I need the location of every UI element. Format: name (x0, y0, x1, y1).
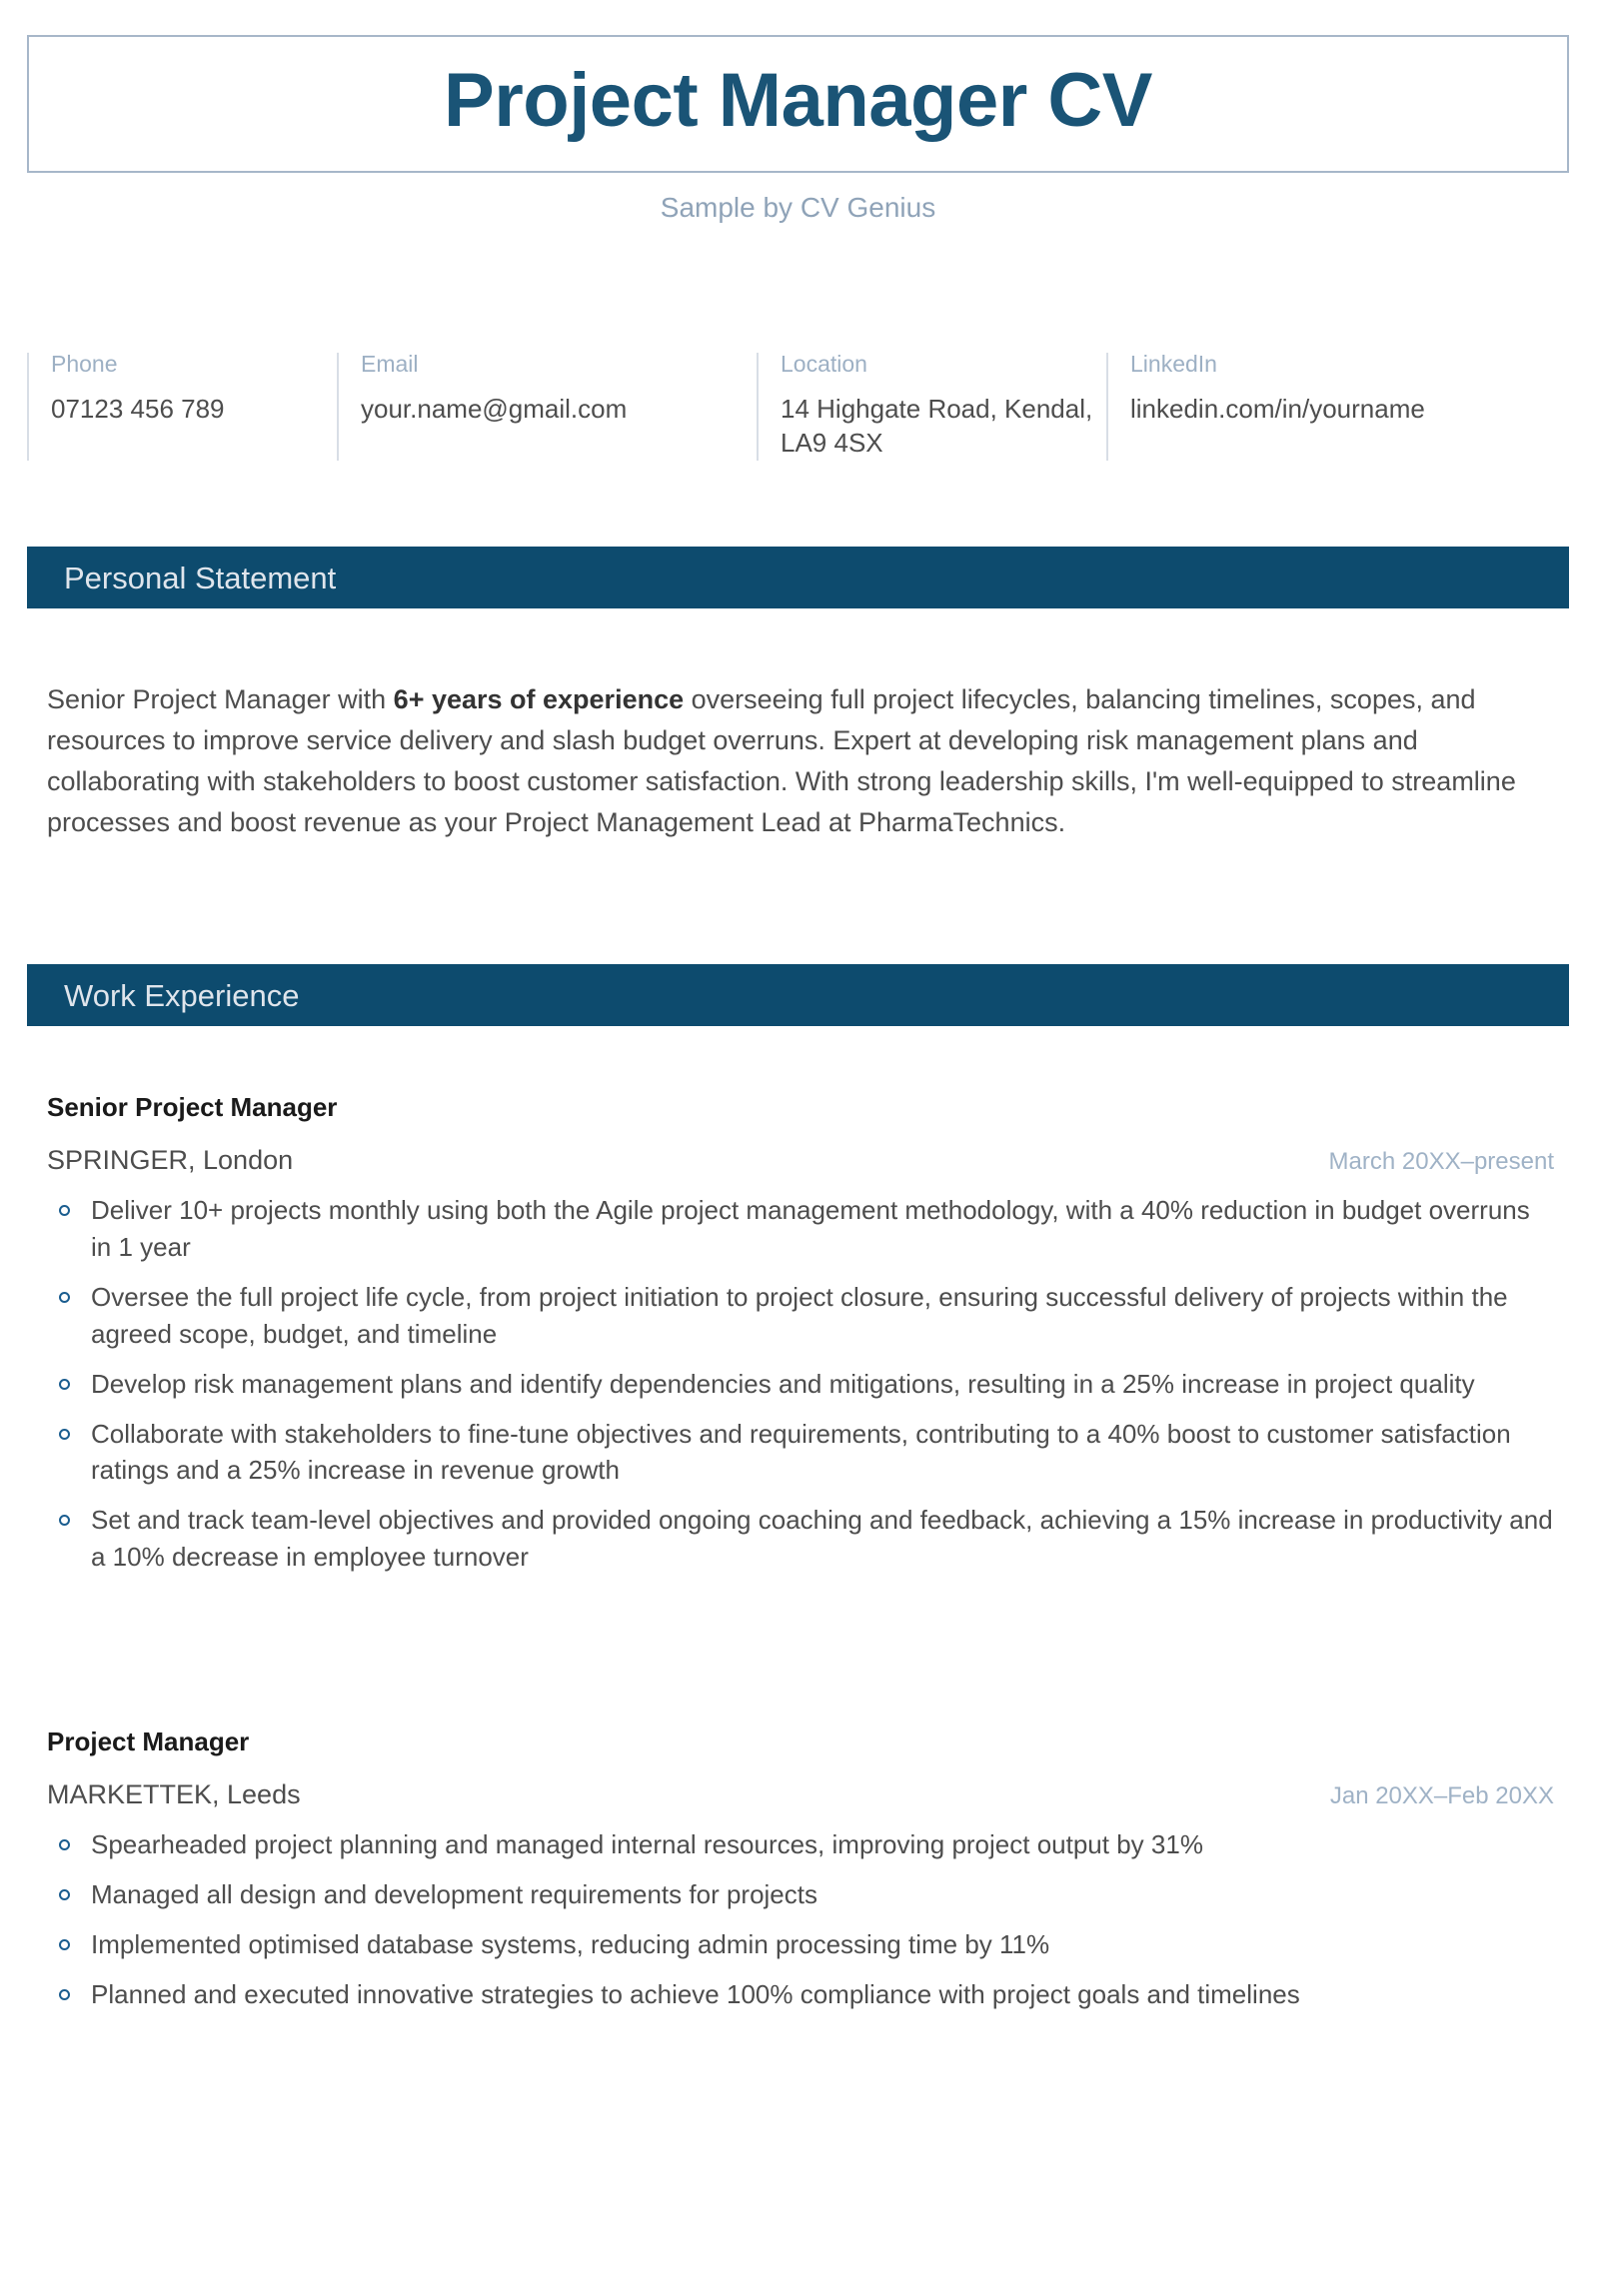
header-subtitle: Sample by CV Genius (639, 188, 957, 228)
bullet-text: Spearheaded project planning and managed internal resources, improving project output by 31% (91, 1829, 1203, 1859)
hollow-circle-bullet-icon (59, 1515, 70, 1526)
job-title: Project Manager (47, 1726, 250, 1756)
contact-strip (27, 353, 1569, 461)
job-bullet-list (47, 1192, 1554, 1576)
hollow-circle-bullet-icon (59, 1205, 70, 1216)
job-company: MARKETTEK, Leeds (47, 1779, 301, 1809)
statement-part-1: Senior Project Manager with (47, 684, 394, 714)
list-item (47, 1976, 1554, 2013)
cv-header (27, 35, 1569, 173)
page-title: Project Manager CV (444, 58, 1152, 143)
contact-value-linkedin[interactable]: linkedin.com/in/yourname (1130, 394, 1425, 424)
list-item (47, 1826, 1554, 1863)
bullet-text: Collaborate with stakeholders to fine-tune objectives and requirements, contributing to a 40% boost to customer satisfaction ratings and a 25% increase in revenue growth (91, 1418, 1511, 1486)
section-banner-work-experience (27, 964, 1569, 1026)
cv-document (0, 35, 1599, 2296)
contact-item-email (337, 353, 757, 461)
hollow-circle-bullet-icon (59, 1989, 70, 2000)
list-item (47, 1926, 1554, 1963)
contact-value-email[interactable]: your.name@gmail.com (361, 394, 628, 424)
list-item (47, 1366, 1554, 1403)
hollow-circle-bullet-icon (59, 1889, 70, 1900)
hollow-circle-bullet-icon (59, 1839, 70, 1850)
contact-label-linkedin: LinkedIn (1130, 351, 1217, 377)
job-bullet-list (47, 1826, 1554, 2013)
contact-item-location (757, 353, 1106, 461)
bullet-text: Deliver 10+ projects monthly using both the Agile project management methodology, with a 40% reduction in budget overruns in 1 year (91, 1195, 1530, 1262)
section-banner-personal-statement (27, 547, 1569, 608)
bullet-text: Set and track team-level objectives and provided ongoing coaching and feedback, achieving a 15% increase in productivity and a 10% decrease in employee turnover (91, 1505, 1553, 1573)
job-title: Senior Project Manager (47, 1092, 338, 1122)
hollow-circle-bullet-icon (59, 1292, 70, 1303)
header-subtitle-row (27, 188, 1569, 228)
bullet-text: Managed all design and development requirements for projects (91, 1878, 817, 1909)
job-dates: Jan 20XX–Feb 20XX (1329, 1782, 1554, 1809)
hollow-circle-bullet-icon (59, 1379, 70, 1390)
hollow-circle-bullet-icon (59, 1939, 70, 1950)
list-item (47, 1876, 1554, 1913)
job-entry (47, 1728, 1554, 2013)
bullet-text: Implemented optimised database systems, reducing admin processing time by 11% (91, 1928, 1050, 1959)
hollow-circle-bullet-icon (59, 1429, 70, 1440)
bullet-text: Develop risk management plans and identify dependencies and mitigations, resulting in a 25% increase in project quality (91, 1368, 1475, 1399)
contact-value-location: 14 Highgate Road, Kendal, LA9 4SX (781, 394, 1093, 458)
job-meta (47, 1781, 1554, 1808)
job-entry (47, 1094, 1554, 1576)
bullet-text: Oversee the full project life cycle, from project initiation to project closure, ensuring successful delivery of projects within the agreed scope, budget, and timeline (91, 1281, 1508, 1349)
personal-statement-text (47, 679, 1554, 843)
bullet-text: Planned and executed innovative strategies to achieve 100% compliance with project goals and timelines (91, 1978, 1300, 2009)
statement-part-2: overseeing full project lifecycles, balancing timelines, scopes, and resources to improve service delivery and slash budget overruns. Expert at developing risk management plans and collaborating with stakeholders to boost customer satisfaction. With strong leadership skills, I'm well-equipped to streamline processes and boost revenue as your Project Management Lead at PharmaTechnics. (47, 684, 1516, 838)
section-heading-work-experience: Work Experience (64, 977, 300, 1013)
statement-bold-phrase: 6+ years of experience (393, 684, 685, 714)
contact-item-linkedin (1106, 353, 1526, 461)
list-item (47, 1502, 1554, 1576)
list-item (47, 1416, 1554, 1490)
job-dates: March 20XX–present (1328, 1148, 1554, 1175)
job-company: SPRINGER, London (47, 1145, 294, 1175)
contact-value-phone[interactable]: 07123 456 789 (51, 394, 225, 424)
contact-label-location: Location (781, 351, 867, 377)
contact-label-email: Email (361, 351, 419, 377)
section-heading-personal-statement: Personal Statement (64, 560, 337, 595)
list-item (47, 1279, 1554, 1353)
contact-label-phone: Phone (51, 351, 118, 377)
contact-item-phone (27, 353, 337, 461)
list-item (47, 1192, 1554, 1266)
job-meta (47, 1147, 1554, 1174)
